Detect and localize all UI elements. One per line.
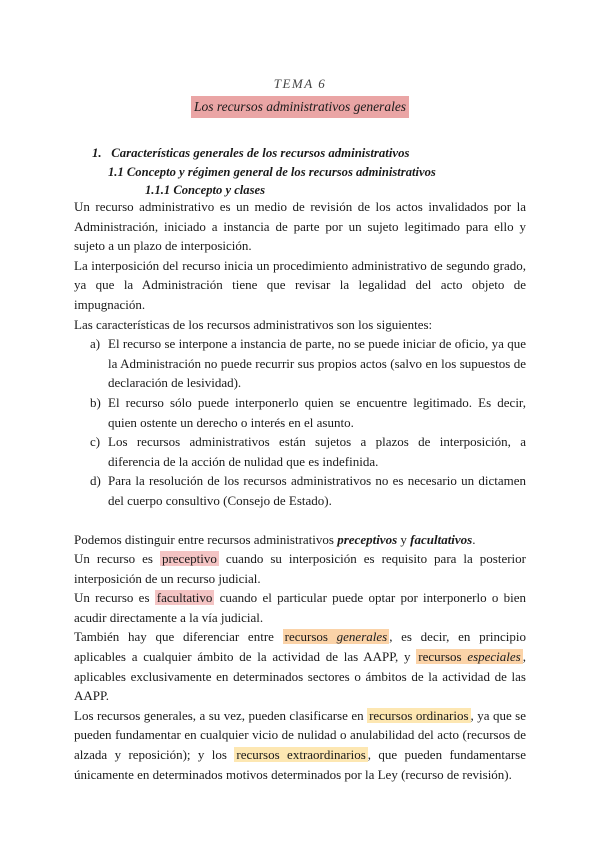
- heading-2: 1.1 Concepto y régimen general de los recursos administrativos: [108, 165, 436, 179]
- text-run: , ya que se pueden fundamentar en cualquier vicio de nulidad o anulabilidad del acto (recursos de alzada y reposición); y los: [74, 707, 527, 763]
- list-item: [74, 393, 526, 432]
- characteristics-list: [74, 334, 526, 510]
- subtitle-wrap: [0, 96, 600, 118]
- list-item-text: Los recursos administrativos están sujetos a plazos de interposición, a diferencia de la acción de nulidad que es indefinida.: [108, 434, 526, 469]
- text-run: , que pueden fundamentarse únicamente en determinados motivos determinados por la Ley (recurso de revisión).: [74, 747, 526, 782]
- term-facultativos: facultativos: [410, 531, 473, 547]
- heading-1: [92, 144, 409, 164]
- paragraph-generales-especiales: [74, 627, 526, 705]
- text-run: , es decir, en principio aplicables a cualquier ámbito de la actividad de las AAPP, y: [74, 629, 527, 665]
- list-marker: b): [90, 394, 101, 410]
- paragraph-facultativo: [74, 588, 526, 627]
- paragraph-ordinarios-extraordinarios: [74, 706, 526, 784]
- list-item: [74, 432, 526, 471]
- text-run: Un recurso es: [74, 590, 155, 606]
- text-run: .: [472, 531, 476, 547]
- highlight-recursos-ordinarios: recursos ordinarios: [369, 707, 469, 723]
- highlight-preceptivo: preceptivo: [161, 551, 217, 567]
- paragraph-interposition: La interposición del recurso inicia un procedimiento administrativo de segundo grado, ya que la Administración tiene que revisar la legalidad del acto objeto de impugnación.: [74, 257, 526, 312]
- text-run: Un recurso es: [74, 551, 160, 567]
- text-run: , aplicables exclusivamente en determinados sectores o ámbitos de la actividad de las AAPP.: [74, 649, 526, 704]
- list-item-text: Para la resolución de los recursos administrativos no es necesario un dictamen del cuerpo consultivo (Consejo de Estado).: [108, 473, 526, 508]
- paragraph-preceptivo: [74, 549, 526, 588]
- highlight-recursos-extraordinarios: recursos extraordinarios: [236, 747, 366, 763]
- text-run: recursos: [284, 629, 337, 645]
- spacer: [74, 511, 526, 530]
- list-item-text: El recurso sólo puede interponerlo quien se encuentre legitimado. Es decir, quien ostente un derecho o interés en el asunto.: [108, 394, 526, 430]
- list-marker: a): [90, 336, 101, 352]
- tema-label: TEMA 6: [273, 76, 327, 91]
- list-item-text: El recurso se interpone a instancia de parte, no se puede iniciar de oficio, ya que la Administración no puede recurrir sus propios actos (salvo en los supuestos de declaración de lesividad).: [108, 336, 526, 391]
- highlight-recursos-especiales: [416, 649, 522, 664]
- document-body: [74, 197, 526, 784]
- paragraph-types: [74, 530, 526, 550]
- list-item: [74, 334, 526, 393]
- text-run: También hay que diferenciar entre: [74, 629, 283, 645]
- list-item: [74, 471, 526, 510]
- heading-1-text: Características generales de los recursos administrativos: [111, 146, 410, 160]
- text-run: y: [397, 531, 411, 547]
- highlight-recursos-generales: [283, 629, 390, 644]
- paragraph-characteristics-intro: Las características de los recursos administrativos son los siguientes:: [74, 316, 433, 332]
- text-run: cuando el particular puede optar por interponerlo o bien acudir directamente a la vía judicial.: [74, 590, 526, 625]
- document-subtitle: Los recursos administrativos generales: [191, 96, 409, 118]
- paragraph-definition: Un recurso administrativo es un medio de revisión de los actos invalidados por la Administración, iniciado a instancia de parte por un sujeto legitimado para ello y sujeto a un plazo de interposición.: [74, 199, 526, 254]
- text-run: Podemos distinguir entre recursos administrativos: [74, 531, 338, 547]
- text-run: Los recursos generales, a su vez, pueden clasificarse en: [74, 707, 368, 723]
- text-run: cuando su interposición es requisito para la posterior interposición de un recurso judicial.: [74, 551, 526, 586]
- highlight-facultativo: facultativo: [156, 590, 213, 606]
- heading-3: 1.1.1 Concepto y clases: [145, 183, 265, 197]
- text-run-italic: generales: [336, 629, 388, 645]
- term-preceptivos: preceptivos: [337, 531, 398, 547]
- text-run: recursos: [418, 649, 468, 665]
- list-marker: d): [90, 473, 101, 489]
- list-marker: c): [90, 434, 101, 450]
- text-run-italic: especiales: [467, 649, 521, 665]
- heading-1-number: 1.: [92, 146, 102, 160]
